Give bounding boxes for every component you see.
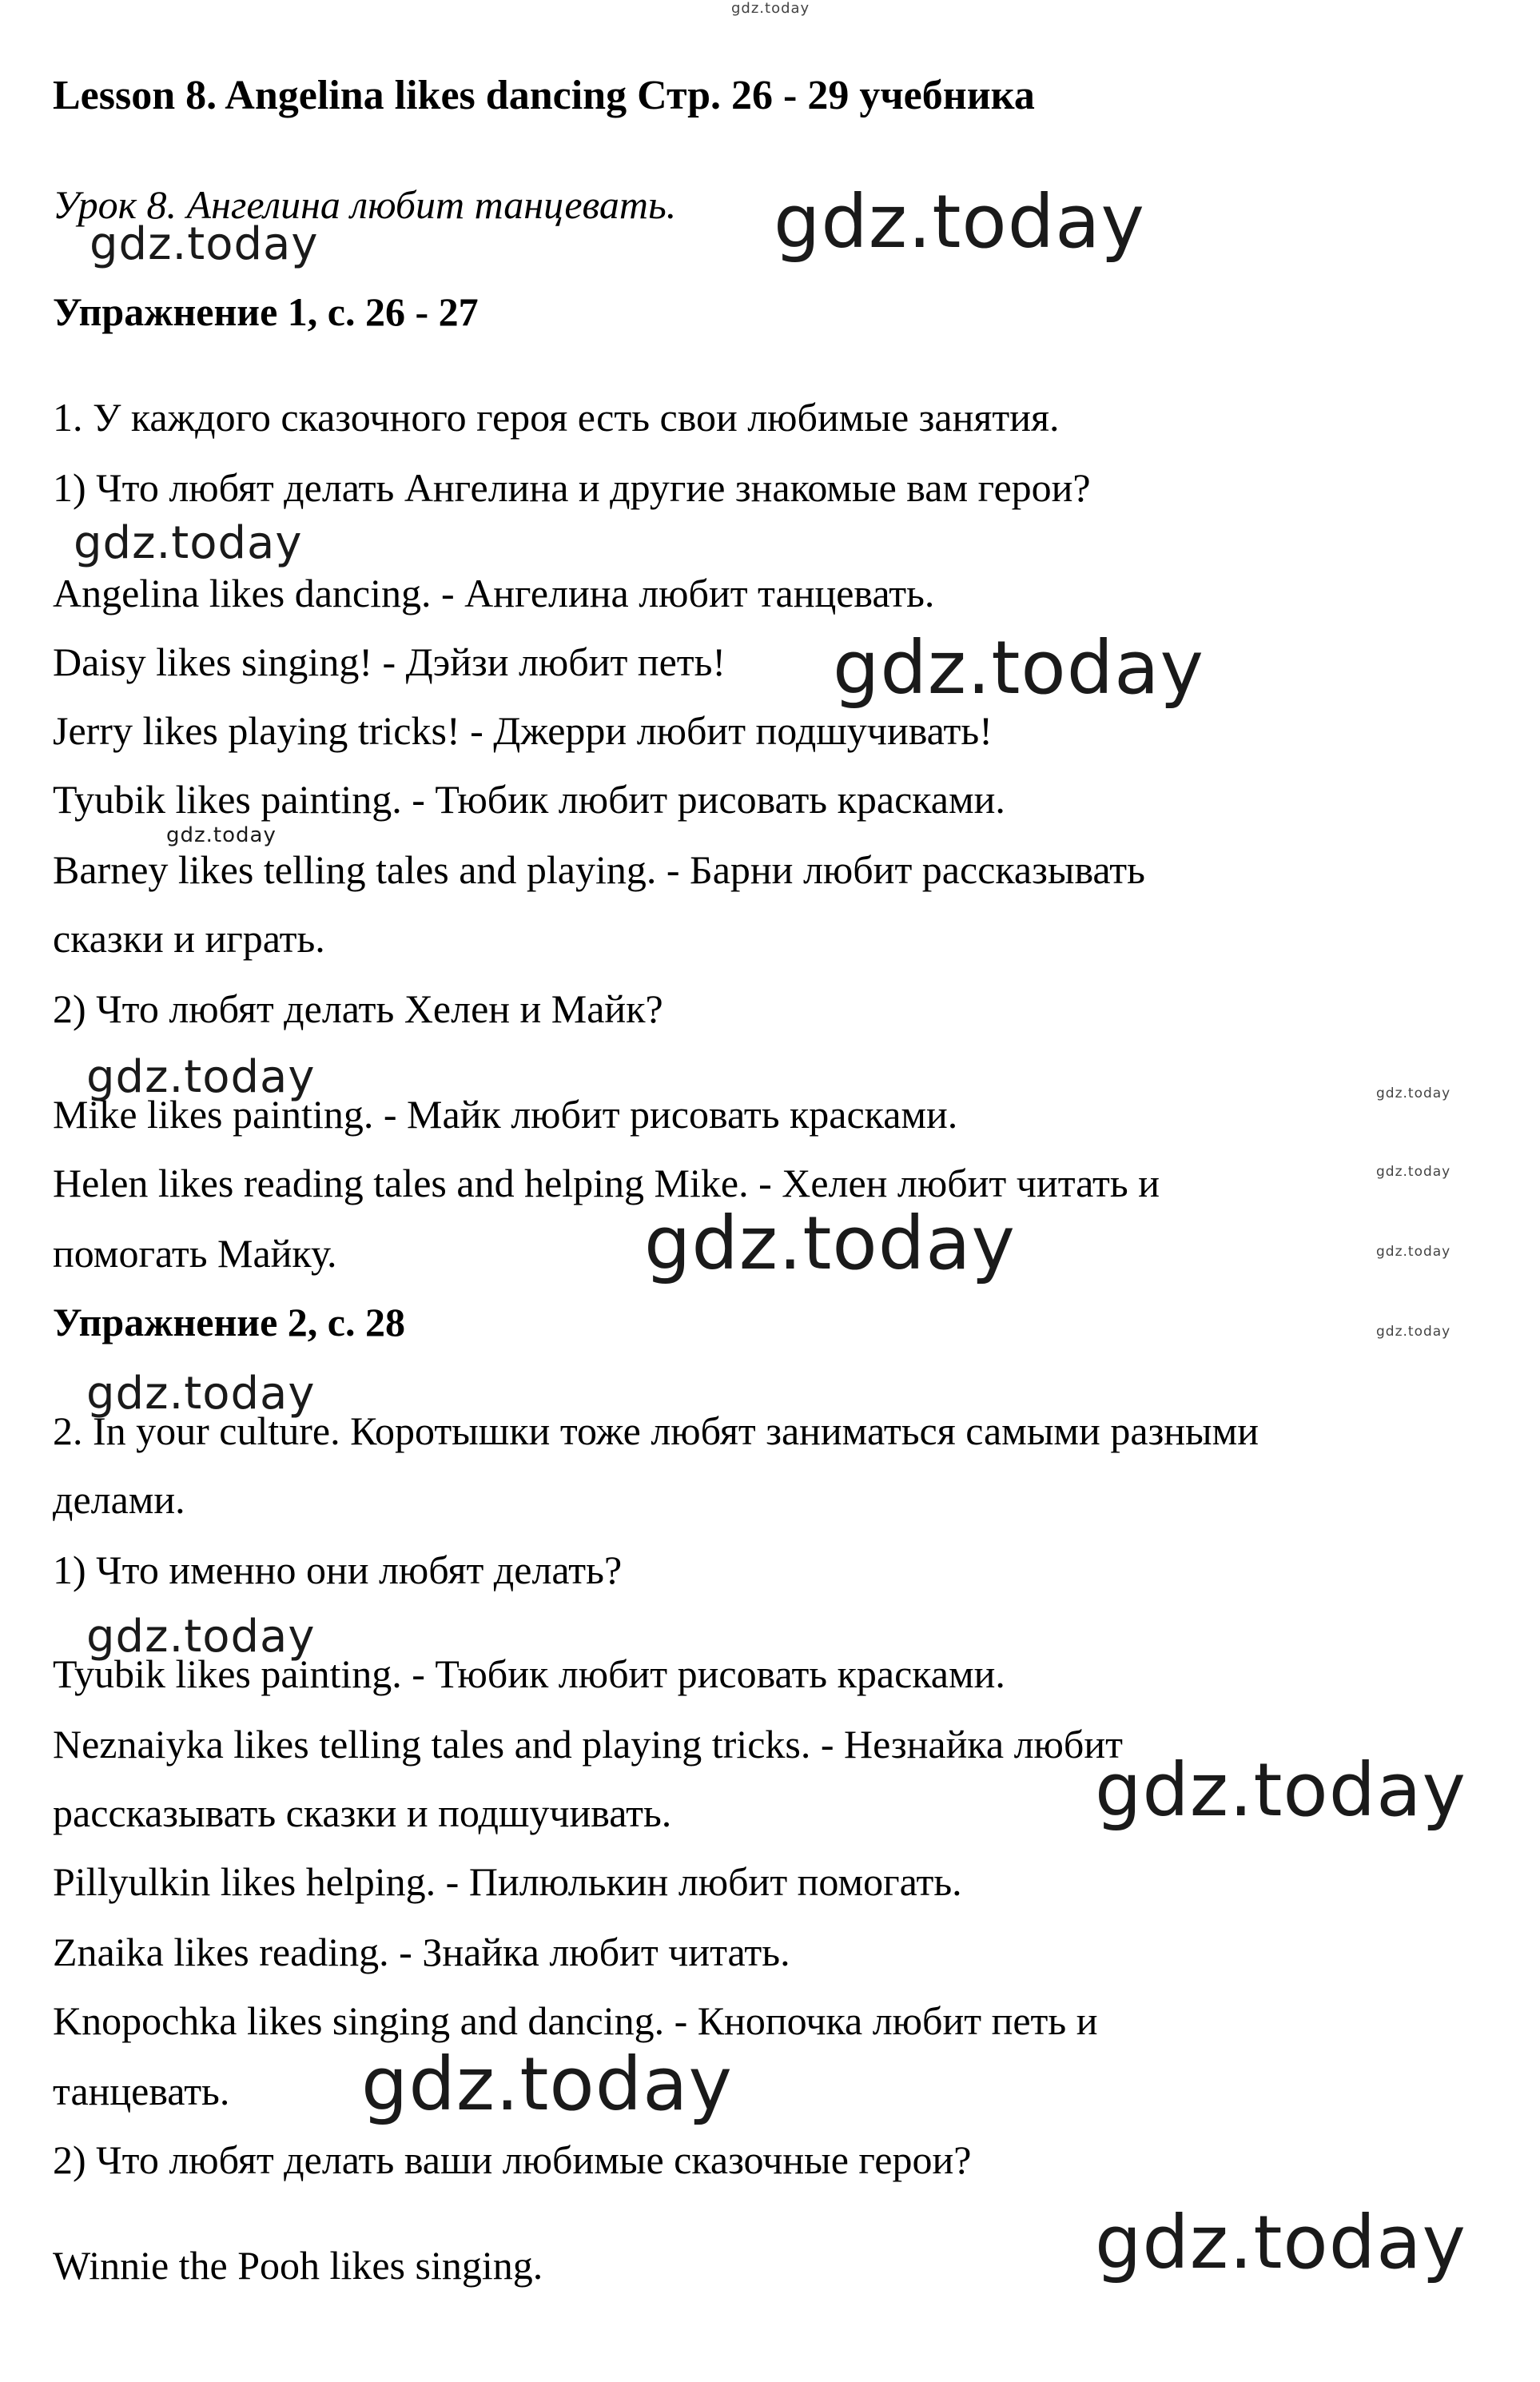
exercise-2-title: Упражнение 2, с. 28: [53, 1300, 405, 1344]
answer-line: Helen likes reading tales and helping Mike. - Хелен любит читать и: [53, 1161, 1160, 1205]
watermark-12: gdz.today: [86, 1368, 316, 1420]
answer-line: танцевать.: [53, 2069, 230, 2113]
answer-line: Znaika likes reading. - Знайка любит читать.: [53, 1930, 790, 1974]
watermark-6: gdz.today: [86, 1051, 316, 1103]
exercise-1-question-1: 1) Что любят делать Ангелина и другие знакомые вам герои?: [53, 465, 1091, 510]
answer-line: Mike likes painting. - Майк любит рисовать красками.: [53, 1092, 958, 1137]
watermark-14: gdz.today: [1095, 1747, 1466, 1833]
watermark-11: gdz.today: [1376, 1324, 1451, 1340]
answer-line: сказки и играть.: [53, 916, 325, 961]
exercise-1-title: Упражнение 1, с. 26 - 27: [53, 289, 479, 334]
watermark-7: gdz.today: [1376, 1085, 1451, 1101]
answer-line: Jerry likes playing tricks! - Джерри любит подшучивать!: [53, 708, 993, 753]
answer-line: Daisy likes singing! - Дэйзи любит петь!: [53, 639, 726, 684]
answer-line: Barney likes telling tales and playing. - Барни любит рассказывать: [53, 847, 1145, 892]
watermark-top: gdz.today: [731, 0, 810, 17]
watermark-10: gdz.today: [1376, 1244, 1451, 1260]
watermark-8: gdz.today: [1376, 1164, 1451, 1180]
answer-line: рассказывать сказки и подшучивать.: [53, 1790, 672, 1835]
answer-line: Neznaiyka likes telling tales and playing tricks. - Незнайка любит: [53, 1722, 1123, 1767]
answer-line: Winnie the Pooh likes singing.: [53, 2243, 543, 2288]
watermark-3: gdz.today: [74, 517, 303, 569]
answer-line: помогать Майку.: [53, 1231, 337, 1276]
exercise-2-question-1: 1) Что именно они любят делать?: [53, 1548, 623, 1592]
watermark-2: gdz.today: [90, 218, 319, 270]
answer-line: Tyubik likes painting. - Тюбик любит рисовать красками.: [53, 1651, 1005, 1696]
exercise-1-intro: 1. У каждого сказочного героя есть свои любимые занятия.: [53, 395, 1060, 440]
watermark-16: gdz.today: [1095, 2200, 1466, 2285]
exercise-2-intro: 2. In your culture. Коротышки тоже любят заниматься самыми разными: [53, 1408, 1259, 1453]
page-title: Lesson 8. Angelina likes dancing Стр. 26 - 29 учебника: [53, 73, 1035, 118]
watermark-5: gdz.today: [166, 823, 277, 847]
exercise-2-intro: делами.: [53, 1477, 185, 1522]
watermark-1: gdz.today: [774, 179, 1145, 265]
answer-line: Angelina likes dancing. - Ангелина любит танцевать.: [53, 571, 935, 615]
watermark-4: gdz.today: [833, 625, 1204, 711]
exercise-2-question-2: 2) Что любят делать ваши любимые сказочные герои?: [53, 2137, 972, 2182]
answer-line: Pillyulkin likes helping. - Пилюлькин любит помогать.: [53, 1859, 962, 1904]
answer-line: Knopochka likes singing and dancing. - Кнопочка любит петь и: [53, 1998, 1098, 2043]
watermark-13: gdz.today: [86, 1611, 316, 1663]
page-subtitle: Урок 8. Ангелина любит танцевать.: [53, 182, 677, 227]
watermark-9: gdz.today: [644, 1201, 1016, 1286]
exercise-1-question-2: 2) Что любят делать Хелен и Майк?: [53, 986, 663, 1031]
answer-line: Tyubik likes painting. - Тюбик любит рисовать красками.: [53, 777, 1005, 822]
watermark-15: gdz.today: [361, 2041, 733, 2127]
